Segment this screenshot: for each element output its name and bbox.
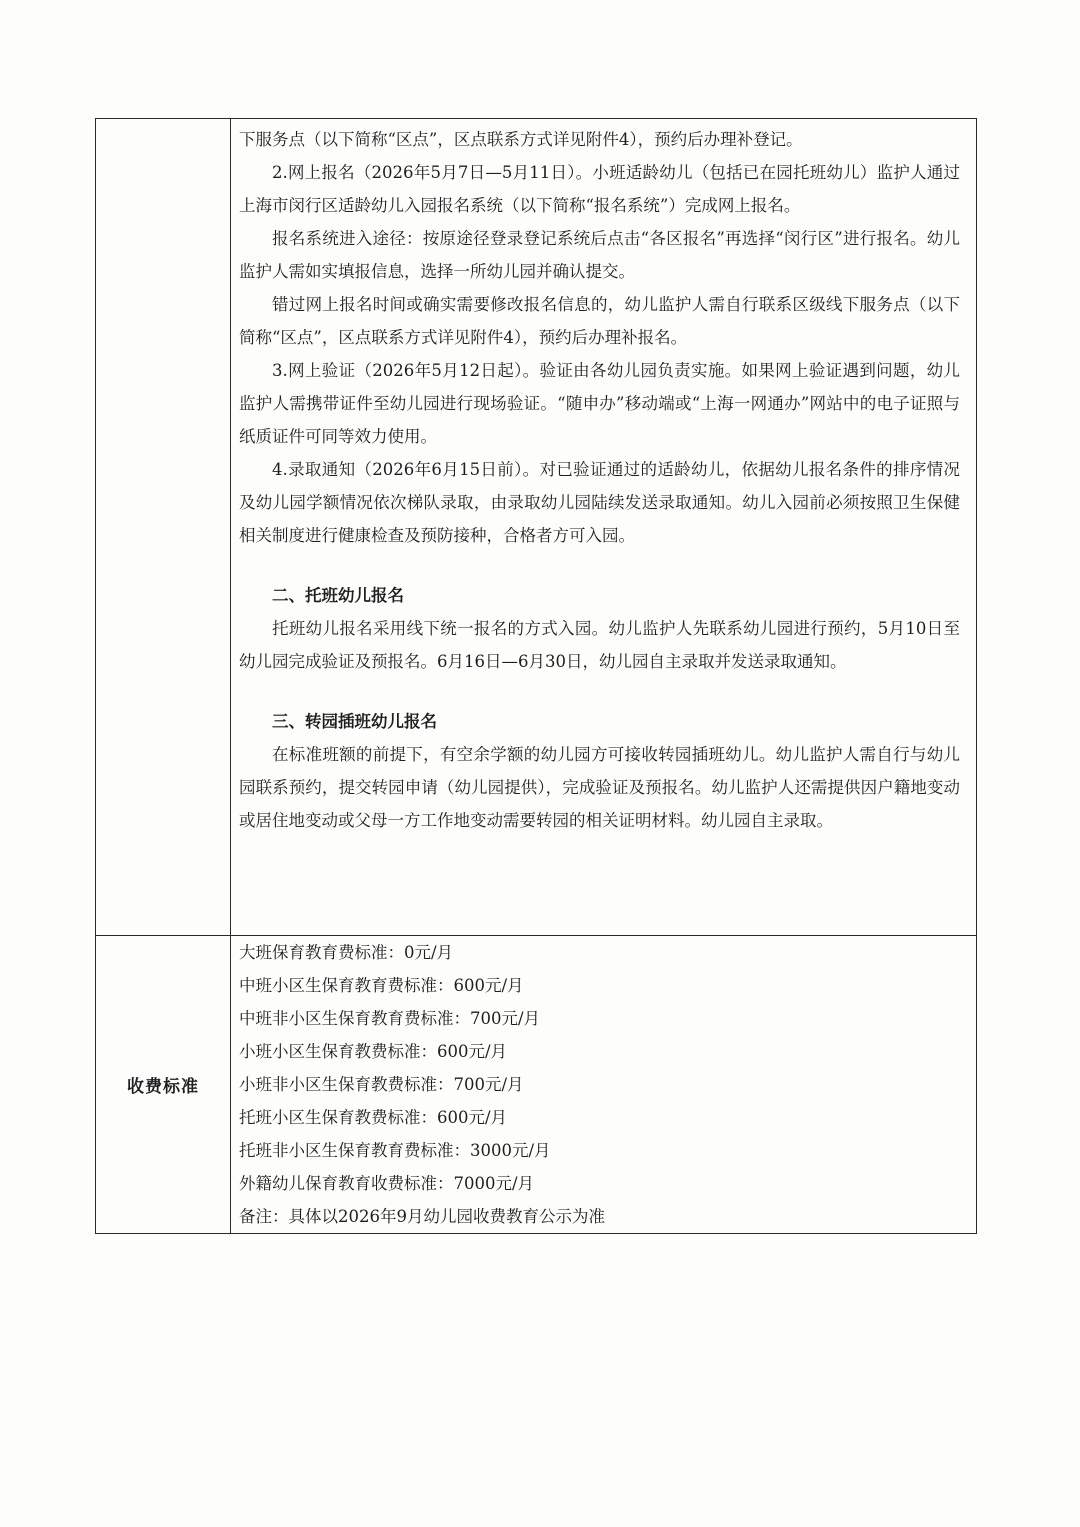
fee-item: 外籍幼儿保育教育收费标准：7000元/月: [239, 1174, 535, 1193]
paragraph-registration-access: 报名系统进入途径：按原途径登录登记系统后点击“各区报名”再选择“闵行区”进行报名。幼儿监护人需如实填报信息，选择一所幼儿园并确认提交。: [239, 229, 960, 281]
fees-list: [231, 936, 976, 1233]
fees-content-cell: [231, 936, 977, 1234]
fee-item: 托班小区生保育教费标准：600元/月: [239, 1108, 508, 1127]
section-heading-nursery: 二、托班幼儿报名: [272, 586, 404, 605]
paragraph-nursery-registration: 托班幼儿报名采用线下统一报名的方式入园。幼儿监护人先联系幼儿园进行预约，5月10日至幼儿园完成验证及预报名。6月16日—6月30日，幼儿园自主录取并发送录取通知。: [239, 619, 960, 671]
enrollment-content: [231, 119, 976, 837]
fees-label: 收费标准: [127, 1077, 199, 1097]
fee-item: 大班保育教育费标准：0元/月: [239, 943, 454, 962]
info-table: [95, 118, 977, 1234]
fee-note: 备注：具体以2026年9月幼儿园收费教育公示为准: [239, 1207, 605, 1226]
paragraph-supplementary-registration: 下服务点（以下简称“区点”，区点联系方式详见附件4），预约后办理补登记。: [239, 130, 803, 149]
enrollment-label-cell: [96, 119, 231, 936]
enrollment-row: [96, 119, 977, 936]
section-heading-transfer: 三、转园插班幼儿报名: [272, 712, 437, 731]
paragraph-late-registration: 错过网上报名时间或确实需要修改报名信息的，幼儿监护人需自行联系区级线下服务点（以下简称“区点”，区点联系方式详见附件4），预约后办理补报名。: [239, 295, 960, 347]
fee-item: 托班非小区生保育教育费标准：3000元/月: [239, 1141, 551, 1160]
fees-row: [96, 936, 977, 1234]
paragraph-online-verification: 3.网上验证（2026年5月12日起）。验证由各幼儿园负责实施。如果网上验证遇到问题，幼儿监护人需携带证件至幼儿园进行现场验证。“随申办”移动端或“上海一网通办”网站中的电子证照与纸质证件可同等效力使用。: [239, 361, 960, 446]
fee-item: 中班小区生保育教育费标准：600元/月: [239, 976, 524, 995]
paragraph-online-registration: 2.网上报名（2026年5月7日—5月11日）。小班适龄幼儿（包括已在园托班幼儿）监护人通过上海市闵行区适龄幼儿入园报名系统（以下简称“报名系统”）完成网上报名。: [239, 163, 960, 215]
fees-label-cell: [96, 936, 231, 1234]
fee-item: 小班非小区生保育教费标准：700元/月: [239, 1075, 524, 1094]
paragraph-admission-notice: 4.录取通知（2026年6月15日前）。对已验证通过的适龄幼儿，依据幼儿报名条件的排序情况及幼儿园学额情况依次梯队录取，由录取幼儿园陆续发送录取通知。幼儿入园前必须按照卫生保健相关制度进行健康检查及预防接种，合格者方可入园。: [239, 460, 960, 545]
enrollment-content-cell: [231, 119, 977, 936]
fee-item: 中班非小区生保育教育费标准：700元/月: [239, 1009, 541, 1028]
paragraph-transfer-registration: 在标准班额的前提下，有空余学额的幼儿园方可接收转园插班幼儿。幼儿监护人需自行与幼儿园联系预约，提交转园申请（幼儿园提供），完成验证及预报名。幼儿监护人还需提供因户籍地变动或居住地变动或父母一方工作地变动需要转园的相关证明材料。幼儿园自主录取。: [239, 745, 960, 830]
fee-item: 小班小区生保育教费标准：600元/月: [239, 1042, 508, 1061]
